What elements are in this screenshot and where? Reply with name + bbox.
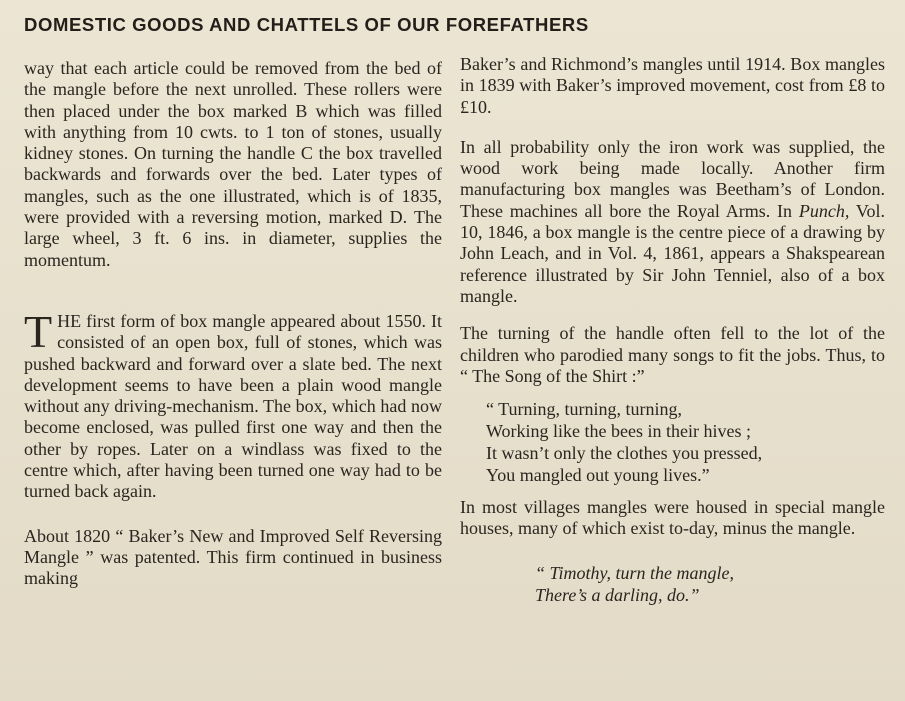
verse-line: It wasn’t only the clothes you pressed, [486,443,763,464]
quote-line: “ Timothy, turn the mangle, [535,562,735,583]
paragraph-bakers-patent: About 1820 “ Baker’s New and Improved Self Reversing Mangle ” was patented. This firm continued in business making [24,525,442,589]
left-column [24,58,442,590]
closing-quote [460,562,885,606]
paragraph-iron-work-text-b: Vol. 10, 1846, a box mangle is the centre piece of a drawing by John Leach, and in Vol. 4, 1861, appears a Shakspearean reference illustrated by Sir John Tenniel, also of a box mangle. [460,200,885,306]
punch-title: Punch, [798,200,850,221]
page-header-title: DOMESTIC GOODS AND CHATTELS OF OUR FOREFATHERS [24,14,589,35]
right-column [460,54,885,606]
verse-line: “ Turning, turning, turning, [486,399,683,420]
paragraph-box-mangle-prices: Baker’s and Richmond’s mangles until 1914. Box mangles in 1839 with Baker’s improved movement, cost from £8 to £10. [460,54,885,117]
paragraph-mangle-houses: In most villages mangles were housed in special mangle houses, many of which exist to-day, minus the mangle. [460,497,885,539]
drop-cap: T [24,305,53,357]
verse-line: You mangled out young lives.” [486,465,710,486]
verse-line: Working like the bees in their hives ; [486,421,751,442]
song-parody-verse [460,398,885,486]
paragraph-iron-work-text-a: In all probability only the iron work was supplied, the wood work being made locally. Another firm manufacturing box mangles was Beetham’s of London. These machines all bore the Royal Arms. In [460,136,885,221]
paragraph-children-parody: The turning of the handle often fell to the lot of the children who parodied many songs to fit the jobs. Thus, to “ The Song of the Shirt :” [460,323,885,386]
paragraph-box-mangle-history-text: HE first form of box mangle appeared about 1550. It consisted of an open box, full of stones, which was pushed backward and forward over a slate bed. The next development seems to have been a plain wood mangle without any driving-mechanism. The box, which had now become enclosed, was pulled first one way and then the other by ropes. Later on a windlass was fixed to the centre which, after having been turned one way had to be turned back again. [24,310,442,502]
quote-line: There’s a darling, do.” [535,584,700,605]
paragraph-mangle-rollers: way that each article could be removed from the bed of the mangle before the next unrolled. These rollers were then placed under the box marked B which was filled with anything from 10 cwts. to 1 ton of stones, usually kidney stones. On turning the handle C the box travelled backwards and forwards over the bed. Later types of mangles, such as the one illustrated, which is of 1835, were provided with a reversing motion, marked D. The large wheel, 3 ft. 6 ins. in diameter, supplies the momentum. [24,58,442,270]
paragraph-iron-work [460,137,885,307]
paragraph-box-mangle-history [24,305,442,503]
